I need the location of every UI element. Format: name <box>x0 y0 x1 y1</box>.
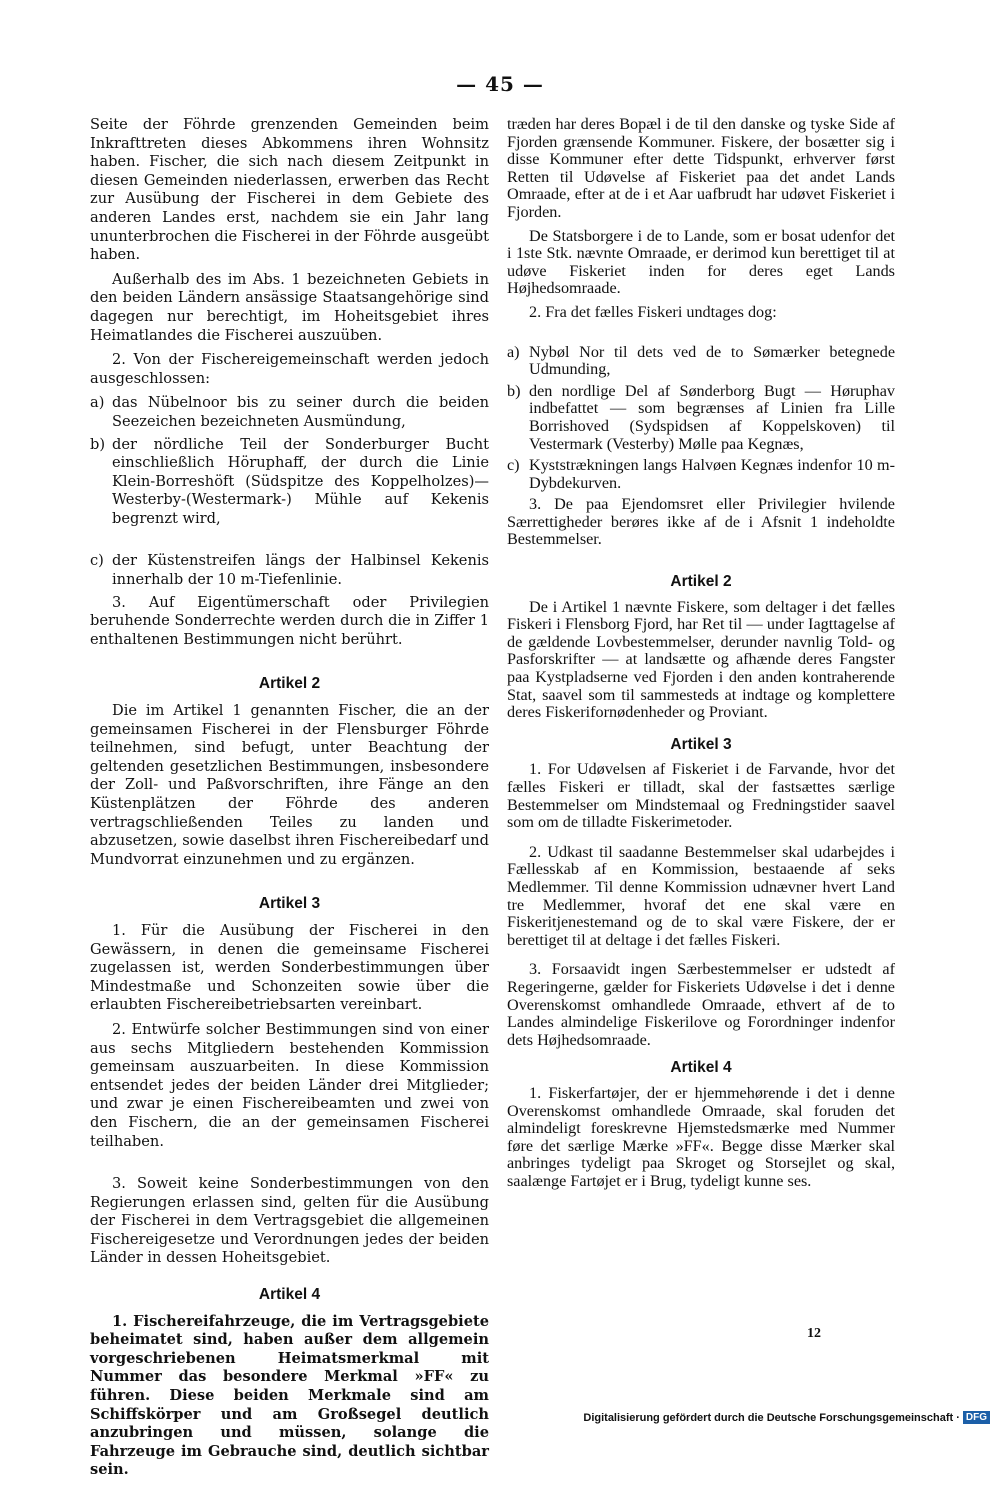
digitization-footer <box>583 1411 990 1424</box>
danish-section-3: 3. De paa Ejendomsret eller Privilegier hvilende Særrettigheder berøres ikke af de i Afsnit 1 indeholdte Bestemmelser. <box>507 495 895 549</box>
danish-article-4-heading: Artikel 4 <box>670 1059 732 1077</box>
german-section-3: 3. Auf Eigentümerschaft oder Privilegien beruhende Sonderrechte werden durch die in Ziffer 1 enthaltenen Bestimmungen nicht berührt. <box>90 593 489 648</box>
danish-section-2: 2. Fra det fælles Fiskeri undtages dog: <box>529 302 777 321</box>
sheet-number: 12 <box>807 1326 821 1341</box>
german-item-a <box>90 394 489 431</box>
danish-article-3-p1: 1. For Udøvelsen af Fiskeriet i de Farvande, hvor det fælles Fiskeri er tilladt, skal der fastsættes særlige Bestemmelser om Mindstemaal og Fredningstider saavel som om de tilladte Fiskerimetoder. <box>507 760 895 832</box>
danish-item-b <box>507 383 895 453</box>
danish-item-c-text: Kyststrækningen langs Halvøen Kegnæs indenfor 10 m-Dybdekurven. <box>529 456 895 492</box>
danish-item-b-text: den nordlige Del af Sønderborg Bugt — Høruphav indbefattet — som begrænses af Linien fra Lille Borrishoved (Sydspidsen af Koppelskoven) til Vestermark (Vesterby) Mølle paa Kegnæs, <box>529 381 895 453</box>
danish-item-b-label: b) <box>507 381 521 400</box>
danish-item-c <box>507 457 895 492</box>
danish-article-4-p1: 1. Fiskerfartøjer, der er hjemmehørende i det i denne Overenskomst omhandlede Omraade, skal foruden det almindeligt foreskrevne Hjemstedsmærke med Nummer føre det særlige Mærke »FF«. Begge disse Mærker skal anbringes tydeligt paa Skroget og Storsejlet og skal, saalænge Fartøjet er i Brug, tydeligt kunne ses. <box>507 1083 895 1190</box>
page-number: — 45 — <box>456 72 544 96</box>
german-article-3-p3: 3. Soweit keine Sonderbestimmungen von den Regierungen erlassen sind, gelten für die Ausübung der Fischerei in dem Vertragsgebiet die allgemeinen Fischereigesetze und Verordnungen jedes der beiden Länder in dessen Hoheitsgebiet. <box>90 1175 489 1267</box>
german-item-c-text: der Küstenstreifen längs der Halbinsel Kekenis innerhalb der 10 m-Tiefenlinie. <box>112 552 489 589</box>
german-article-3-heading: Artikel 3 <box>258 895 321 913</box>
german-article-2-heading: Artikel 2 <box>258 675 321 693</box>
german-section-2: 2. Von der Fischereigemeinschaft werden jedoch ausgeschlossen: <box>90 351 489 387</box>
german-item-a-label: a) <box>90 394 105 412</box>
danish-article-2-text: De i Artikel 1 nævnte Fiskere, som deltager i det fælles Fiskeri i Flensborg Fjord, har Ret til — under Iagttagelse af de gældende Lovbestemmelser, derunder navnlig Told- og Pasforskrifter — at landsætte og afhænde deres Fangster paa Kystpladserne ved Fjorden i den anden kontraherende Stat, saavel som til sammesteds at indtage og komplettere deres Fiskerifornødenheder og Proviant. <box>507 597 895 722</box>
danish-item-a-text: Nybøl Nor til dets ved de to Sømærker betegnede Udmunding, <box>529 342 895 379</box>
german-article-3-p2: 2. Entwürfe solcher Bestimmungen sind von einer aus sechs Mitgliedern bestehenden Kommission gemeinsam auszuarbeiten. In diese Kommission entsendet jedes der beiden Länder drei Mitglieder; und zwar je einen Fischereibeamten und zwei von den Fischern, die an der gemeinsamen Fischerei teilhaben. <box>90 1020 489 1150</box>
german-article-4-heading: Artikel 4 <box>258 1286 321 1304</box>
danish-statsborgere-paragraph: De Statsborgere i de to Lande, som er bosat udenfor det i 1ste Stk. nævnte Omraade, er derimod kun berettiget til at udøve Fiskeriet inden for deres eget Lands Højhedsomraade. <box>507 226 895 298</box>
danish-article-2-heading: Artikel 2 <box>670 573 732 591</box>
german-article-2-text: Die im Artikel 1 genannten Fischer, die an der gemeinsamen Fischerei in der Flensburger Föhrde teilnehmen, sind befugt, unter Beachtung der geltenden gesetzlichen Bestimmungen, insbesondere der Zoll- und Paßvorschriften, ihre Fänge an den Küstenplätzen der Föhrde des anderen vertragschließenden Teiles zu landen und abzusetzen, sowie daselbst ihren Fischereibedarf und Mundvorrat einzunehmen und zu ergänzen. <box>90 702 489 868</box>
german-item-c-label: c) <box>90 552 104 570</box>
german-item-b-text: der nördliche Teil der Sonderburger Bucht einschließlich Höruphaff, der durch die Linie Klein-Borreshöft (Südspitze des Koppelholzes)—Westerby-(Westermark-) Mühle auf Kekenis begrenzt wird, <box>112 435 489 527</box>
danish-column <box>507 116 895 1196</box>
german-article-4-p1: 1. Fischereifahrzeuge, die im Vertragsgebiete beheimatet sind, haben außer dem allgemein vorgeschriebenen Heimatsmerkmal mit Nummer das besondere Merkmal »FF« zu führen. Diese beiden Merkmale sind am Schiffskörper und am Großsegel deutlich anzubringen und müssen, solange die Fahrzeuge im Gebrauche sind, deutlich sichtbar sein. <box>90 1312 489 1479</box>
dfg-logo: DFG <box>963 1411 990 1424</box>
german-item-b-label: b) <box>90 435 106 453</box>
footer-text: Digitalisierung gefördert durch die Deutsche Forschungsgemeinschaft · <box>583 1411 960 1424</box>
danish-item-a <box>507 344 895 379</box>
danish-article-3-heading: Artikel 3 <box>670 735 732 753</box>
german-column <box>90 116 489 1486</box>
german-item-b <box>90 436 489 529</box>
german-item-c <box>90 552 489 589</box>
danish-article-3-p3: 3. Forsaavidt ingen Særbestemmelser er udstedt af Regeringerne, gælder for Fiskeriets Udøvelse i det i denne Overenskomst omhandlede Omraade, ethvert af de to Landes almindelige Fiskerilove og Forordninger indenfor dets Højhedsomraade. <box>507 960 895 1049</box>
german-ausserhalb-paragraph: Außerhalb des im Abs. 1 bezeichneten Gebiets in den beiden Ländern ansässige Staatsangehörige sind dagegen nur berechtigt, im Hoheitsgebiet ihres Heimatlandes die Fischerei auszuüben. <box>90 270 489 344</box>
german-intro-paragraph: Seite der Föhrde grenzenden Gemeinden beim Inkrafttreten dieses Abkommens ihren Wohnsitz haben. Fischer, die sich nach diesem Zeitpunkt in diesen Gemeinden niederlassen, erwerben das Recht zur Ausübung der Fischerei in dem Gebiete des anderen Landes erst, nachdem sie ein Jahr lang ununterbrochen die Fischerei in der Föhrde ausgeübt haben. <box>90 116 489 264</box>
german-article-3-p1: 1. Für die Ausübung der Fischerei in den Gewässern, in denen die gemeinsame Fischerei zugelassen ist, werden Sonderbestimmungen über Mindestmaße und Schonzeiten sowie über die erlaubten Fischereibetriebsarten vereinbart. <box>90 921 489 1014</box>
danish-article-3-p2: 2. Udkast til saadanne Bestemmelser skal udarbejdes i Fællesskab af en Kommission, bestaaende af seks Medlemmer. Til denne Kommission udnævner hvert Land tre Medlemmer, hvoraf det ene skal være en Fiskeritjenestemand og de to skal være Fiskere, der er berettiget til at deltage i det fælles Fiskeri. <box>507 842 895 949</box>
danish-intro-paragraph: træden har deres Bopæl i de til den danske og tyske Side af Fjorden grænsende Kommuner. Fiskere, der bosætter sig i disse Kommuner efter dette Tidspunkt, erhverver først Retten til Udøvelse af Fiskeriet paa det andet Lands Omraade, efter at de i et Aar uafbrudt har udøvet Fiskeriet i Fjorden. <box>507 115 895 221</box>
danish-item-a-label: a) <box>507 342 520 361</box>
german-item-a-text: das Nübelnoor bis zu seiner durch die beiden Seezeichen bezeichneten Ausmündung, <box>112 394 489 430</box>
danish-item-c-label: c) <box>507 456 520 475</box>
